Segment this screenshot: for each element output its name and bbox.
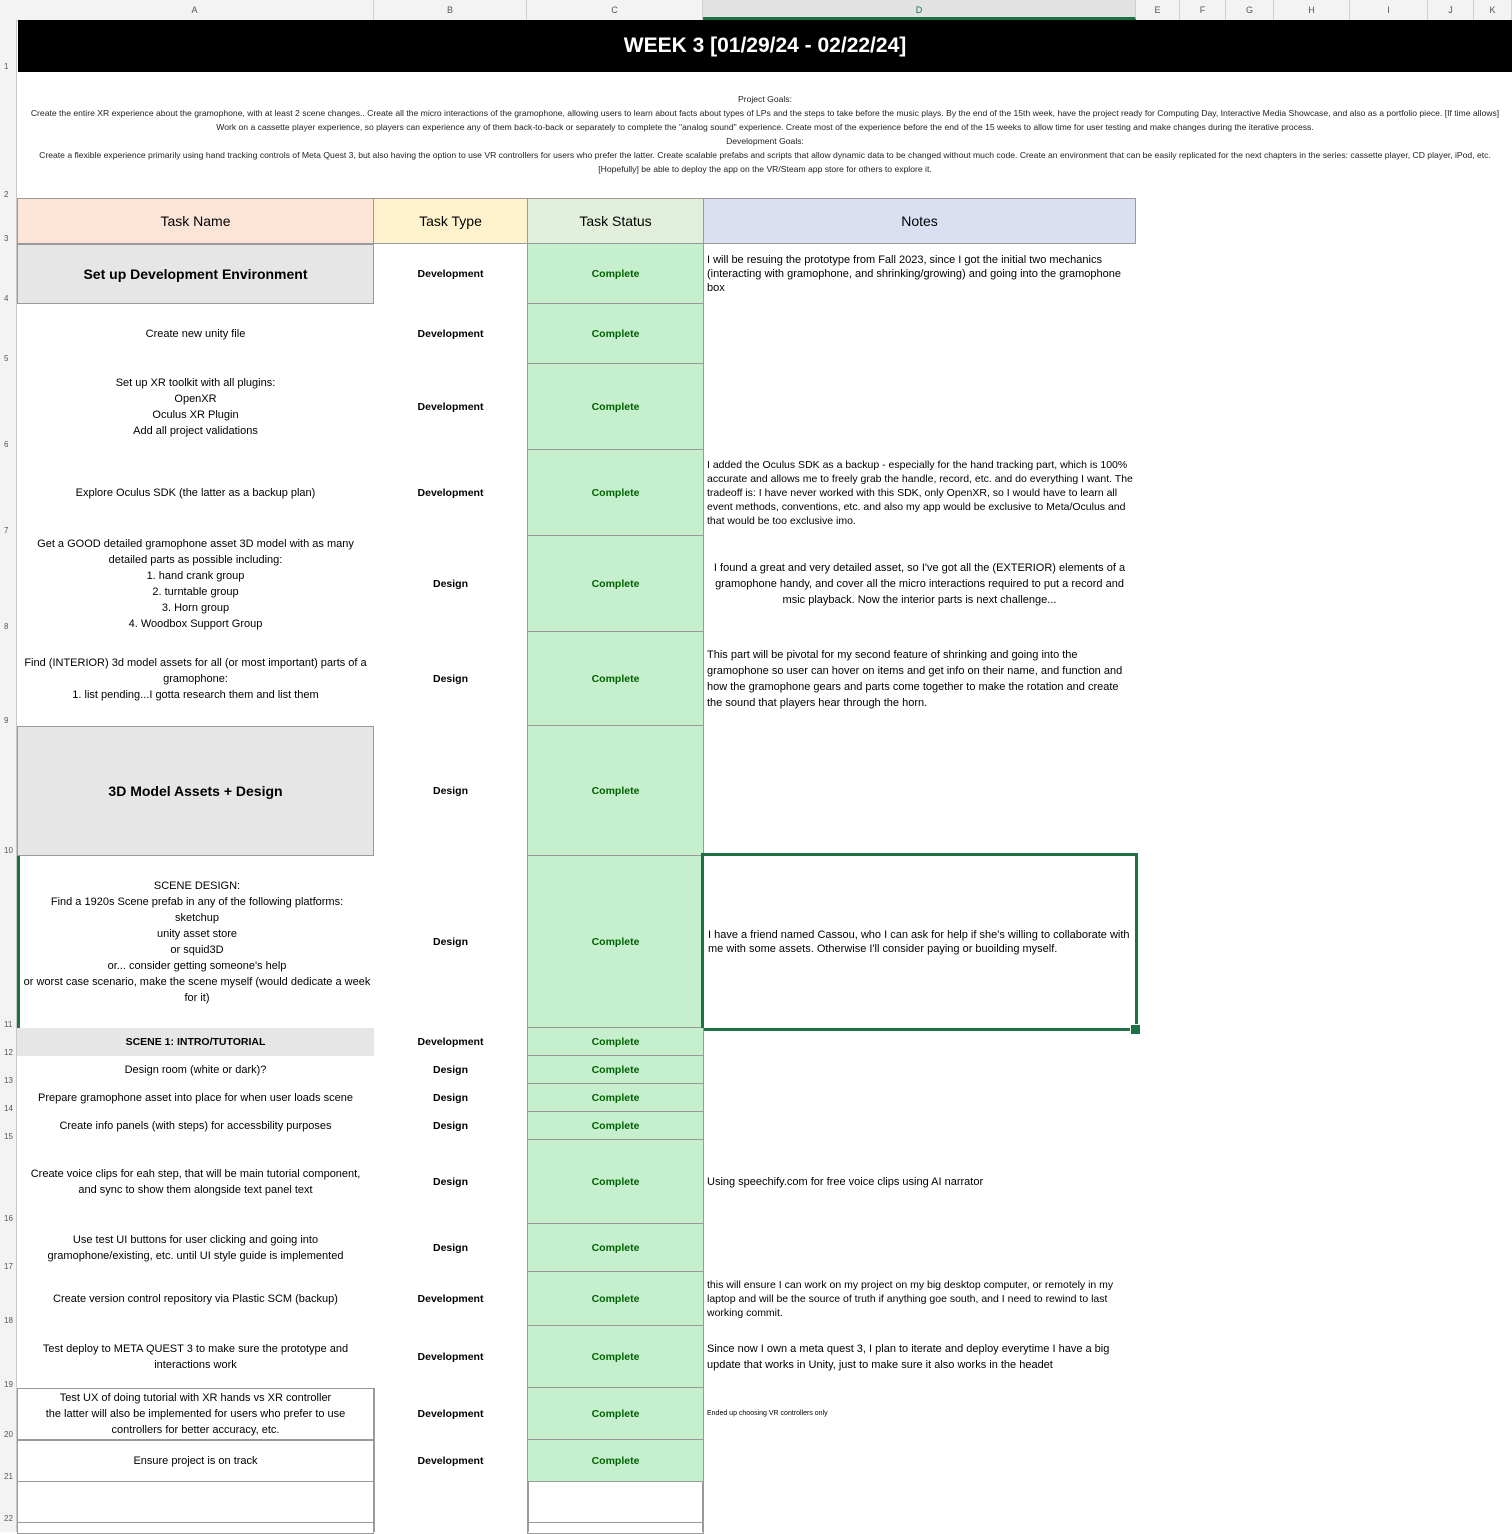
row-number[interactable]: 12 <box>4 1048 13 1057</box>
task-type-cell[interactable]: Development <box>417 1036 484 1048</box>
task-status-cell[interactable]: Complete <box>527 726 704 856</box>
notes-cell[interactable]: Since now I own a meta quest 3, I plan to iterate and deploy everytime I have a big update that works in Unity, just to make sure it also works in the headet <box>707 1343 1110 1371</box>
column-header-a[interactable]: A <box>16 0 374 20</box>
task-type-cell[interactable]: Design <box>432 1176 468 1188</box>
task-status-cell[interactable]: Complete <box>527 1326 704 1388</box>
task-type-cell[interactable]: Development <box>417 1351 484 1363</box>
task-name-cell[interactable]: Create voice clips for eah step, that will be main tutorial component, and sync to show them alongside text panel text <box>30 1168 361 1196</box>
notes-cell[interactable]: this will ensure I can work on my project on my big desktop computer, or remotely in my laptop and will be the source of truth if anything goe south, and I need to rewind to last working commit. <box>707 1279 1114 1319</box>
task-status-cell[interactable]: Complete <box>527 1028 704 1056</box>
row-number[interactable]: 8 <box>4 622 9 631</box>
task-name-cell[interactable]: Ensure project is on track <box>17 1440 374 1482</box>
task-name-cell[interactable]: Get a GOOD detailed gramophone asset 3D model with as many detailed parts as possible including: 1. hand crank group 2. turntable group 3. Horn group 4. Woodbox Support Group <box>37 538 354 630</box>
task-name-cell[interactable]: Use test UI buttons for user clicking and going into gramophone/existing, etc. until UI style guide is implemented <box>47 1234 344 1262</box>
task-name-cell[interactable]: SCENE 1: INTRO/TUTORIAL <box>17 1028 374 1056</box>
task-type-cell[interactable]: Development <box>417 328 484 340</box>
task-name-cell[interactable]: Find (INTERIOR) 3d model assets for all (or most important) parts of a gramophone: 1. list pending...I gotta research them and list them <box>24 657 367 701</box>
task-name-cell[interactable]: Explore Oculus SDK (the latter as a backup plan) <box>75 487 316 499</box>
development-goals-text: Create a flexible experience primarily using hand tracking controls of Meta Quest 3, but also having the option to use VR controllers for users who prefer the latter. Create scalable prefabs and scripts that allow dynamic data to be changed without much code. Create an environment that can be easily replicated for the next chapters in the series: cassette player, CD player, iPod, etc. [Hopefully] be able to deploy the app on the VR/Steam app store for others to explore it. <box>39 150 1491 174</box>
notes-cell[interactable]: Using speechify.com for free voice clips using AI narrator <box>707 1176 984 1188</box>
notes-cell[interactable]: This part will be pivotal for my second feature of shrinking and going into the gramophone so user can hover on items and get info on their name, and function and how the gramophone gears and parts come together to make the rotation and create the sound that players hear through the horn. <box>707 649 1123 709</box>
row-number[interactable]: 5 <box>4 354 9 363</box>
empty-cell[interactable] <box>527 1481 704 1523</box>
row-number[interactable]: 16 <box>4 1214 13 1223</box>
task-status-cell[interactable]: Complete <box>527 1140 704 1224</box>
task-status-cell[interactable]: Complete <box>527 1084 704 1112</box>
notes-cell[interactable]: I will be resuing the prototype from Fall 2023, since I got the initial two mechanics (interacting with gramophone, and shrinking/growing) and going into the gramophone box <box>707 254 1121 294</box>
row-number[interactable]: 21 <box>4 1472 13 1481</box>
task-name-cell[interactable]: 3D Model Assets + Design <box>17 726 374 856</box>
empty-cell[interactable] <box>17 1481 374 1523</box>
task-type-cell[interactable]: Design <box>432 936 468 948</box>
row-number[interactable]: 3 <box>4 234 9 243</box>
task-name-cell[interactable]: Set up Development Environment <box>17 244 374 304</box>
column-header-e[interactable]: E <box>1136 0 1180 20</box>
column-header-d[interactable]: D <box>703 0 1136 20</box>
task-status-cell[interactable]: Complete <box>527 244 704 304</box>
task-name-cell[interactable]: Create version control repository via Plastic SCM (backup) <box>53 1293 338 1305</box>
task-type-cell[interactable]: Development <box>417 268 484 280</box>
header-task-type[interactable]: Task Type <box>373 198 528 244</box>
task-type-cell[interactable]: Development <box>417 401 484 413</box>
notes-cell[interactable] <box>703 364 1136 450</box>
row-number[interactable]: 13 <box>4 1076 13 1085</box>
task-name-cell[interactable]: Test UX of doing tutorial with XR hands vs XR controller the latter will also be implemented for users who prefer to use controllers for better accuracy, etc. <box>17 1388 374 1440</box>
task-type-cell[interactable]: Design <box>432 1120 468 1132</box>
development-goals-label: Development Goals: <box>726 136 804 146</box>
task-status-cell[interactable]: Complete <box>527 1440 704 1482</box>
column-header-c[interactable]: C <box>527 0 703 20</box>
notes-cell[interactable] <box>703 304 1136 364</box>
task-status-cell[interactable]: Complete <box>527 536 704 632</box>
row-number[interactable]: 18 <box>4 1316 13 1325</box>
task-status-cell[interactable]: Complete <box>527 450 704 536</box>
row-number[interactable]: 17 <box>4 1262 13 1271</box>
row-number[interactable]: 20 <box>4 1430 13 1439</box>
column-header-i[interactable]: I <box>1350 0 1428 20</box>
task-status-cell[interactable]: Complete <box>527 1112 704 1140</box>
row-number[interactable]: 22 <box>4 1514 13 1523</box>
notes-cell[interactable]: Ended up choosing VR controllers only <box>707 1410 828 1417</box>
column-header-j[interactable]: J <box>1428 0 1474 20</box>
task-type-cell[interactable]: Design <box>432 1064 468 1076</box>
task-status-cell[interactable]: Complete <box>527 1056 704 1084</box>
header-task-status[interactable]: Task Status <box>527 198 704 244</box>
task-status-cell[interactable]: Complete <box>527 364 704 450</box>
row-number[interactable]: 11 <box>4 1020 13 1029</box>
row-number[interactable]: 10 <box>4 846 13 855</box>
project-goals-text: Create the entire XR experience about the gramophone, with at least 2 scene changes.. Create all the micro interactions of the gramophone, allowing users to learn about facts about types of LPs and the steps to take before the music plays. By the end of the 15th week, have the project ready for Computing Day, Interactive Media Showcase, and also as a portfolio piece. [If time allows] Work on a cassette player experience, so players can experience any of them back-to-back or separately to complete the "analog sound" experience. Create most of the experience before the end of the 15 weeks to allow time for user testing and make changes during the iterative process. <box>30 108 1500 132</box>
task-name-cell[interactable]: Prepare gramophone asset into place for when user loads scene <box>38 1092 353 1104</box>
column-header-f[interactable]: F <box>1180 0 1226 20</box>
task-type-cell[interactable]: Design <box>432 785 468 797</box>
notes-cell[interactable]: I found a great and very detailed asset, so I've got all the (EXTERIOR) elements of a gramophone handy, and cover all the micro interactions required to put a record and msic playback. Now the interior parts is next challenge... <box>713 562 1126 606</box>
notes-cell[interactable]: I added the Oculus SDK as a backup - especially for the hand tracking part, which is 100% accurate and allows me to freely grab the handle, record, etc. and do everything I want. The tradeoff is: I have never worked with this SDK, only OpenXR, so I would have to learn all event methods, conventions, etc. and also my app would be exclusive to Meta/Oculus and that would be too exclusive imo. <box>707 459 1133 527</box>
task-name-cell[interactable]: Design room (white or dark)? <box>124 1064 267 1076</box>
task-name-cell[interactable]: Set up XR toolkit with all plugins: OpenXR Oculus XR Plugin Add all project validations <box>115 377 276 437</box>
task-type-cell[interactable]: Development <box>417 1293 484 1305</box>
task-status-cell[interactable]: Complete <box>527 1272 704 1326</box>
goals-block[interactable] <box>18 72 1512 198</box>
row-number[interactable]: 7 <box>4 526 9 535</box>
task-name-cell[interactable]: Create new unity file <box>145 328 246 340</box>
task-status-cell[interactable]: Complete <box>527 304 704 364</box>
row-number[interactable]: 14 <box>4 1104 13 1113</box>
column-header-g[interactable]: G <box>1226 0 1274 20</box>
row-number[interactable]: 19 <box>4 1380 13 1389</box>
row-number[interactable]: 1 <box>4 62 9 71</box>
notes-cell-selected[interactable]: I have a friend named Cassou, who I can ask for help if she's willing to collaborate with me with some assets. Otherwise I'll consider paying or buoilding myself. <box>701 853 1138 1031</box>
row-number[interactable]: 6 <box>4 440 9 449</box>
column-header-k[interactable]: K <box>1474 0 1512 20</box>
header-notes[interactable]: Notes <box>703 198 1136 244</box>
notes-cell[interactable] <box>703 726 1136 856</box>
column-header-h[interactable]: H <box>1274 0 1350 20</box>
row-header-gutter <box>0 20 17 1532</box>
fill-handle[interactable] <box>1130 1024 1141 1035</box>
task-name-cell[interactable]: Test deploy to META QUEST 3 to make sure the prototype and interactions work <box>42 1343 349 1371</box>
empty-cell[interactable] <box>17 1522 374 1534</box>
task-type-cell[interactable]: Development <box>417 487 484 499</box>
row-number[interactable]: 2 <box>4 190 9 199</box>
task-status-cell[interactable]: Complete <box>527 632 704 726</box>
row-number[interactable]: 9 <box>4 716 9 725</box>
task-type-cell[interactable]: Design <box>432 1092 468 1104</box>
task-type-cell[interactable]: Development <box>417 1455 484 1467</box>
empty-cell[interactable] <box>527 1522 704 1534</box>
task-type-cell[interactable]: Design <box>432 673 468 685</box>
task-status-cell[interactable]: Complete <box>527 856 704 1028</box>
task-type-cell[interactable]: Design <box>432 578 468 590</box>
header-task-name[interactable]: Task Name <box>17 198 374 244</box>
row-number[interactable]: 15 <box>4 1132 13 1141</box>
column-header-b[interactable]: B <box>374 0 527 20</box>
task-name-cell[interactable]: SCENE DESIGN: Find a 1920s Scene prefab in any of the following platforms: sketchup unity asset store or squid3D or... consider getting someone's help or worst case scenario, make the scene myself (would dedicate a week for it) <box>17 856 374 1028</box>
task-type-cell[interactable]: Development <box>417 1408 484 1420</box>
task-status-cell[interactable]: Complete <box>527 1388 704 1440</box>
task-status-cell[interactable]: Complete <box>527 1224 704 1272</box>
project-goals-label: Project Goals: <box>738 94 792 104</box>
sheet-title[interactable]: WEEK 3 [01/29/24 - 02/22/24] <box>18 20 1512 72</box>
task-name-cell[interactable]: Create info panels (with steps) for accessbility purposes <box>59 1120 332 1132</box>
column-header-bar <box>0 0 1512 21</box>
task-type-cell[interactable]: Design <box>432 1242 468 1254</box>
row-number[interactable]: 4 <box>4 294 9 303</box>
